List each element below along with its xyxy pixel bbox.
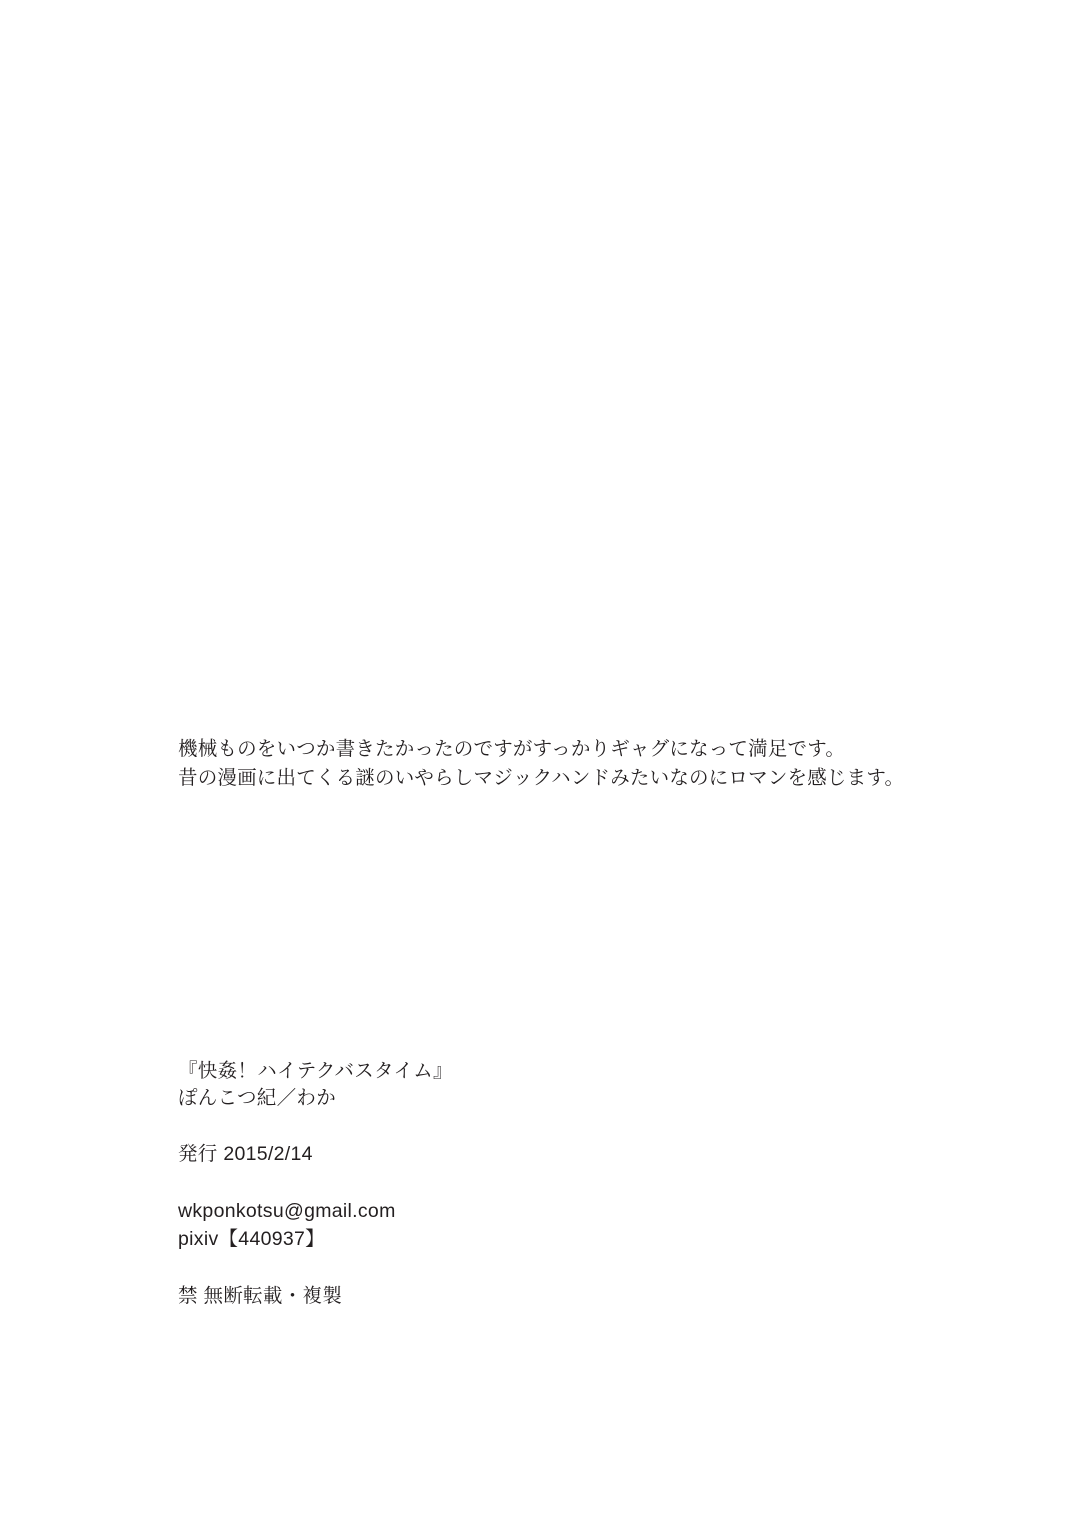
afterword-block <box>178 735 978 793</box>
pixiv-id: pixiv【440937】 <box>178 1228 325 1250</box>
colophon-block <box>178 1058 778 1310</box>
circle-and-author: ぽんこつ紀／わか <box>178 1087 337 1109</box>
work-title: 『快姦！ハイテクバスタイム』 <box>178 1060 453 1082</box>
afterword-line-1: 機械ものをいつか書きたかったのですがすっかりギャグになって満足です。 <box>178 738 846 760</box>
email-address: wkponkotsu@gmail.com <box>178 1200 396 1222</box>
contact-block <box>178 1197 778 1253</box>
copyright-notice: 禁 無断転載・複製 <box>178 1285 343 1307</box>
afterword-line-2: 昔の漫画に出てくる謎のいやらしマジックハンドみたいなのにロマンを感じます。 <box>178 767 905 789</box>
publication-date: 発行 2015/2/14 <box>178 1143 313 1165</box>
